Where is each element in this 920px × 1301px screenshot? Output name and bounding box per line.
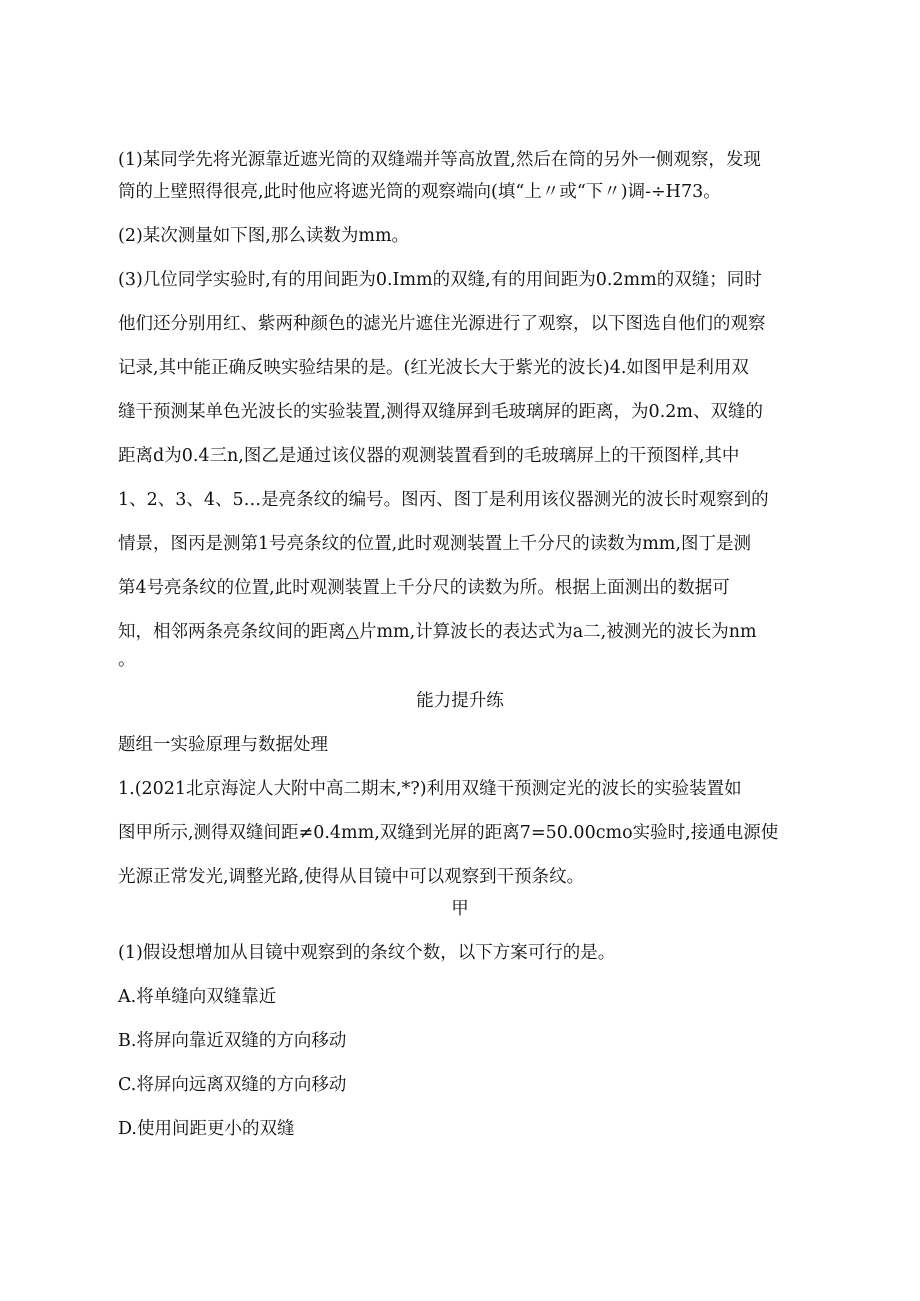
paragraph3-line: 记录,其中能正确反映实验结果的是。(红光波长大于紫光的波长)4.如图甲是利用双 [118,358,749,378]
paragraph1-line: (1)某同学先将光源靠近遮光筒的双缝端并等高放置,然后在筒的另外一侧观察，发现 [118,150,761,170]
option-d: D.使用间距更小的双缝 [118,1119,295,1139]
question1-line: 图甲所示,测得双缝间距≠0.4mm,双缝到光屏的距离7=50.00cmo实验时,接通电源使 [118,823,779,843]
paragraph3-line: 距离d为0.4三n,图乙是通过该仪器的观测装置看到的毛玻璃屏上的干预图样,其中 [118,446,740,466]
paragraph1-line: 筒的上壁照得很亮,此时他应将遮光筒的观察端向(填“上〃或“下〃)调-÷H73。 [118,182,721,202]
paragraph3-line: 缝干预测某单色光波长的实验装置,测得双缝屏到毛玻璃屏的距离，为0.2m、双缝的 [118,402,763,422]
question1-line: 1.(2021北京海淀人大附中高二期末,*?)利用双缝干预测定光的波长的实验装置如 [118,779,742,799]
paragraph3-line: 。 [118,650,136,670]
paragraph2-line: (2)某次测量如下图,那么读数为mm。 [118,226,410,246]
question1-part1: (1)假设想增加从目镜中观察到的条纹个数，以下方案可行的是。 [118,943,616,963]
paragraph3-line: 情景，图丙是测第1号亮条纹的位置,此时观测装置上千分尺的读数为mm,图丁是测 [118,534,751,554]
paragraph3-line: (3)几位同学实验时,有的用间距为0.Imm的双缝,有的用间距为0.2mm的双缝；同时 [118,270,762,290]
paragraph3-line: 1、2、3、4、5…是亮条纹的编号。图丙、图丁是利用该仪器测光的波长时观察到的 [118,490,769,510]
paragraph3-line: 他们还分别用红、紫两种颜色的滤光片遮住光源进行了观察，以下图选自他们的观察 [118,314,766,334]
paragraph3-line: 知，相邻两条亮条纹间的距离△片mm,计算波长的表达式为a二,被测光的波长为nm [118,622,757,642]
figure-label: 甲 [451,899,469,919]
option-c: C.将屏向远离双缝的方向移动 [118,1075,347,1095]
option-a: A.将单缝向双缝靠近 [118,987,277,1007]
option-b: B.将屏向靠近双缝的方向移动 [118,1031,347,1051]
group-title: 题组一实验原理与数据处理 [118,735,328,755]
section-title: 能力提升练 [416,691,504,711]
question1-line: 光源正常发光,调整光路,使得从目镜中可以观察到干预条纹。 [118,867,585,887]
paragraph3-line: 第4号亮条纹的位置,此时观测装置上千分尺的读数为所。根据上面测出的数据可 [118,578,730,598]
